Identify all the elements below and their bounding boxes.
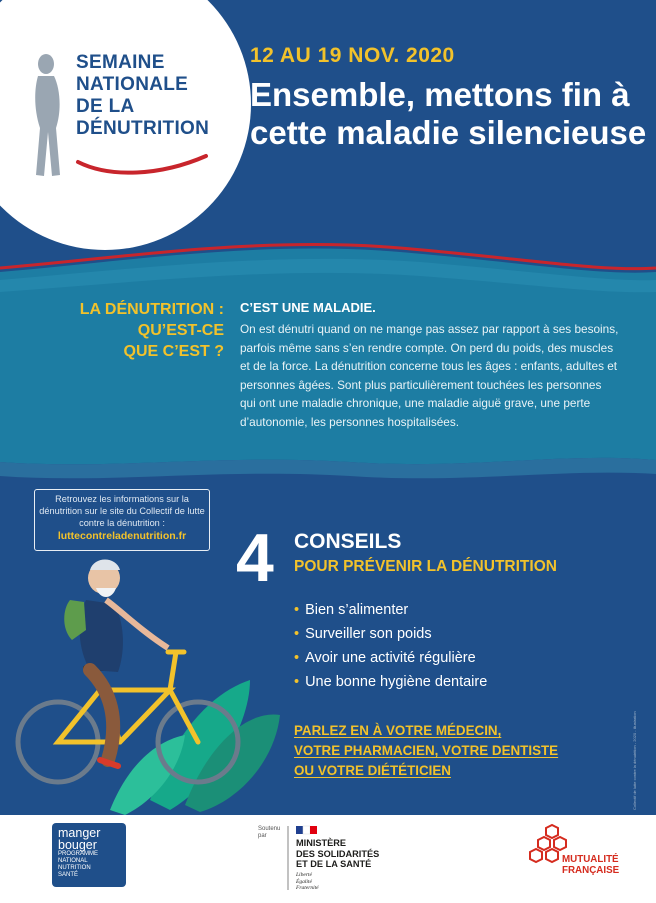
list-item: • Avoir une activité régulière: [294, 650, 476, 666]
republic-motto: Liberté Égalité Fraternité: [296, 872, 319, 891]
manger-bouger-title: manger bouger: [58, 826, 101, 852]
headline: Ensemble, mettons fin à cette maladie silencieuse: [250, 76, 647, 151]
pnns-text: PROGRAMME NATIONAL NUTRITION SANTÉ: [58, 851, 99, 878]
mutualite-logo-text: MUTUALITÉ FRANÇAISE: [562, 854, 620, 876]
conseils-title: CONSEILS: [294, 530, 402, 553]
event-logo-text: [76, 52, 226, 140]
logo-line: SEMAINE: [76, 52, 165, 73]
conseils-subtitle: POUR PRÉVENIR LA DÉNUTRITION: [294, 558, 557, 575]
logo-line: DE LA: [76, 96, 135, 117]
list-item: • Une bonne hygiène dentaire: [294, 674, 488, 690]
definition-title: C’EST UNE MALADIE.: [240, 300, 376, 315]
logo-line: NATIONALE: [76, 74, 189, 95]
bullet-icon: •: [294, 650, 300, 666]
credit-text: Collectif de lutte contre la dénutrition - 2020 - illustration: [632, 711, 637, 810]
event-date: 12 AU 19 NOV. 2020: [250, 44, 455, 67]
logo-line: DÉNUTRITION: [76, 118, 210, 139]
definition-text: On est dénutri quand on ne mange pas assez par rapport à ses besoins, parfois même sans s’en rendre compte. On perd du poids, des muscles et de la force. La dénutrition concerne tous les âges : enfants, adultes et personnes âgées. Sont plus particulièrement touchées les personnes qui ont une maladie chronique, une maladie aiguë grave, une perte d’autonomie, les personnes hospitalisées.: [240, 322, 619, 429]
ministry-logo-text: MINISTÈRE DES SOLIDARITÉS ET DE LA SANTÉ: [296, 838, 380, 869]
list-item: • Surveiller son poids: [294, 626, 432, 642]
conseils-list: [294, 598, 487, 694]
call-to-action: PARLEZ EN À VOTRE MÉDECIN, VOTRE PHARMACIEN, VOTRE DENTISTE OU VOTRE DIÉTÉTICIEN: [294, 723, 559, 778]
info-box: [34, 489, 210, 551]
website-link[interactable]: luttecontreladenutrition.fr: [57, 530, 187, 542]
question-title: LA DÉNUTRITION : QU’EST-CE QUE C’EST ?: [79, 301, 224, 360]
bullet-icon: •: [294, 674, 300, 690]
bullet-icon: •: [294, 626, 300, 642]
info-box-text: Retrouvez les informations sur la dénutrition sur le site du Collectif de lutte contre la dénutrition :: [39, 494, 205, 528]
list-item: • Bien s’alimenter: [294, 602, 409, 618]
bullet-icon: •: [294, 602, 300, 618]
soutenu-par: Soutenu par: [258, 826, 281, 839]
conseils-number: 4: [236, 520, 274, 596]
